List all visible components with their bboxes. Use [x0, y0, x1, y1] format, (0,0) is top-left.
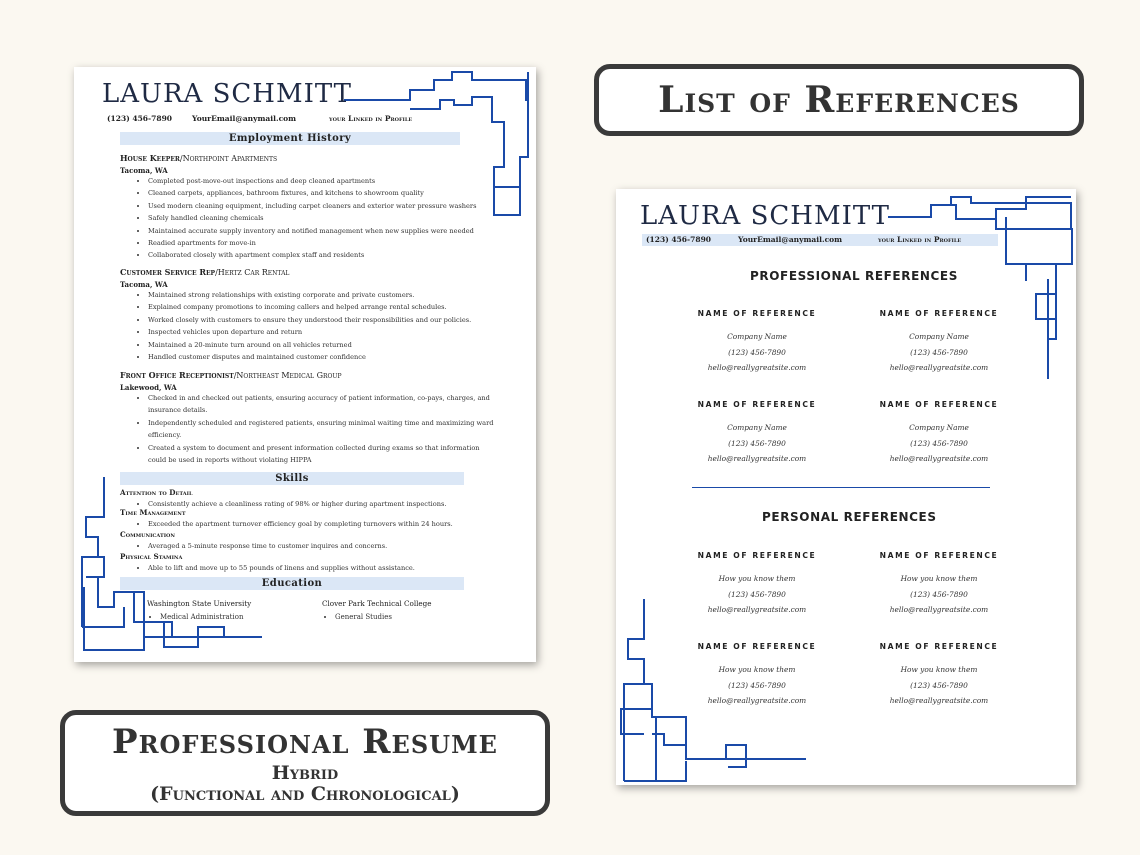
- job-title-line: [120, 370, 342, 380]
- list-item: • Exceeded the apartment turnover efficiency goal by completing turnovers within 24 hours.: [148, 518, 453, 530]
- job-title-line: [120, 153, 277, 163]
- job-company: /Hertz Car Rental: [215, 268, 290, 277]
- job-bullets: [120, 289, 471, 363]
- list-item: • Able to lift and move up to 55 pounds of linens and supplies without assistance.: [148, 562, 415, 574]
- professional-references-heading: PROFESSIONAL REFERENCES: [750, 269, 958, 283]
- list-item: • Collaborated closely with apartment complex staff and residents: [148, 249, 476, 261]
- professional-resume-label: [60, 710, 550, 816]
- reference-email: hello@reallygreatsite.com: [889, 696, 989, 705]
- skill-heading: Physical Stamina: [120, 552, 183, 561]
- list-item: • Cleaned carpets, appliances, bathroom fixtures, and kitchens to showroom quality: [148, 187, 476, 199]
- reference-phone: (123) 456-7890: [910, 681, 968, 690]
- skill-heading: Attention to Detail: [120, 488, 193, 497]
- personal-references-heading: PERSONAL REFERENCES: [762, 510, 937, 524]
- skill-bullets: [120, 518, 453, 530]
- reference-relation: How you know them: [900, 665, 978, 674]
- skill-bullets: [120, 562, 415, 574]
- reference-email: hello@reallygreatsite.com: [707, 363, 807, 372]
- job-location: Tacoma, WA: [120, 280, 168, 289]
- reference-phone: (123) 456-7890: [910, 439, 968, 448]
- reference-name: NAME OF REFERENCE: [879, 642, 999, 651]
- reference-relation: How you know them: [900, 574, 978, 583]
- resume-name: LAURA SCHMITT: [102, 79, 353, 109]
- list-item: • Consistently achieve a cleanliness rating of 98% or higher during apartment inspections.: [148, 498, 446, 510]
- functional-chronological-text: (Functional and Chronological): [150, 783, 460, 805]
- reference-phone: (123) 456-7890: [728, 590, 786, 599]
- list-item: • Used modern cleaning equipment, including carpet cleaners and exterior water pressure washers: [148, 200, 476, 212]
- reference-phone: (123) 456-7890: [728, 439, 786, 448]
- references-phone: (123) 456-7890: [646, 235, 712, 244]
- reference-phone: (123) 456-7890: [728, 348, 786, 357]
- resume-page: [74, 67, 536, 662]
- education-school: Washington State University: [147, 599, 252, 608]
- section-divider: [692, 487, 990, 488]
- list-item: • Safely handled cleaning chemicals: [148, 212, 476, 224]
- education-bullets: [307, 611, 392, 623]
- education-bullets: [132, 611, 243, 623]
- job-location: Lakewood, WA: [120, 383, 177, 392]
- reference-email: hello@reallygreatsite.com: [889, 454, 989, 463]
- list-of-references-label: [594, 64, 1084, 136]
- reference-name: NAME OF REFERENCE: [879, 400, 999, 409]
- reference-email: hello@reallygreatsite.com: [707, 454, 807, 463]
- education-heading: Education: [120, 577, 464, 590]
- skills-heading: Skills: [120, 472, 464, 485]
- professional-resume-text: Professional Resume: [112, 722, 498, 762]
- employment-history-heading: Employment History: [120, 132, 460, 145]
- list-item: • Readied apartments for move-in: [148, 237, 476, 249]
- list-item: • Checked in and checked out patients, ensuring accuracy of patient information, co-pays, charges, and insurance details.: [148, 392, 496, 417]
- list-item: • Explained company promotions to incoming callers and helped arrange rental schedules.: [148, 301, 471, 313]
- job-title-line: [120, 267, 289, 277]
- job-title: House Keeper: [120, 153, 180, 163]
- list-item: • Handled customer disputes and maintained customer confidence: [148, 351, 471, 363]
- list-item: • Independently scheduled and registered patients, ensuring minimal waiting time and maximizing ward efficiency.: [148, 417, 496, 442]
- references-page: [616, 189, 1076, 785]
- reference-relation: How you know them: [718, 665, 796, 674]
- list-item: • Maintained accurate supply inventory and notified management when new supplies were needed: [148, 225, 476, 237]
- education-school: Clover Park Technical College: [322, 599, 432, 608]
- job-title: Customer Service Rep: [120, 267, 216, 277]
- list-item: • Worked closely with customers to ensure they understood their responsibilities and our policies.: [148, 314, 471, 326]
- list-item: • Maintained a 20-minute turn around on all vehicles returned: [148, 339, 471, 351]
- reference-company: Company Name: [727, 332, 787, 341]
- reference-company: Company Name: [727, 423, 787, 432]
- references-name: LAURA SCHMITT: [640, 201, 891, 231]
- reference-email: hello@reallygreatsite.com: [889, 605, 989, 614]
- references-email: YourEmail@anymail.com: [738, 235, 843, 244]
- skill-bullets: [120, 540, 387, 552]
- references-linkedin: your Linked in Profile: [878, 235, 962, 244]
- list-item: • Averaged a 5-minute response time to customer inquires and concerns.: [148, 540, 387, 552]
- list-item: • Created a system to document and present information collected during exams so that information could be used in reports without violating HIPPA: [148, 442, 496, 467]
- list-item: • Medical Administration: [160, 611, 243, 623]
- reference-email: hello@reallygreatsite.com: [707, 696, 807, 705]
- reference-email: hello@reallygreatsite.com: [707, 605, 807, 614]
- resume-phone: (123) 456-7890: [107, 114, 173, 123]
- reference-company: Company Name: [909, 423, 969, 432]
- list-item: • Inspected vehicles upon departure and return: [148, 326, 471, 338]
- list-item: • Completed post-move-out inspections and deep cleaned apartments: [148, 175, 476, 187]
- job-bullets: [120, 392, 496, 466]
- skill-heading: Time Management: [120, 508, 186, 517]
- reference-phone: (123) 456-7890: [910, 590, 968, 599]
- list-item: • Maintained strong relationships with existing corporate and private customers.: [148, 289, 471, 301]
- reference-relation: How you know them: [718, 574, 796, 583]
- resume-email: YourEmail@anymail.com: [192, 114, 297, 123]
- list-item: • General Studies: [335, 611, 392, 623]
- reference-phone: (123) 456-7890: [728, 681, 786, 690]
- reference-name: NAME OF REFERENCE: [879, 551, 999, 560]
- resume-linkedin: your Linked in Profile: [329, 114, 413, 123]
- reference-name: NAME OF REFERENCE: [697, 642, 817, 651]
- reference-company: Company Name: [909, 332, 969, 341]
- hybrid-text: Hybrid: [271, 762, 339, 784]
- reference-phone: (123) 456-7890: [910, 348, 968, 357]
- job-company: /Northpoint Apartments: [179, 154, 278, 163]
- job-title: Front Office Receptionist: [120, 370, 234, 380]
- job-location: Tacoma, WA: [120, 166, 168, 175]
- reference-name: NAME OF REFERENCE: [879, 309, 999, 318]
- job-company: /Northeast Medical Group: [233, 371, 342, 380]
- reference-name: NAME OF REFERENCE: [697, 309, 817, 318]
- reference-email: hello@reallygreatsite.com: [889, 363, 989, 372]
- skill-heading: Communication: [120, 530, 175, 539]
- reference-name: NAME OF REFERENCE: [697, 551, 817, 560]
- reference-name: NAME OF REFERENCE: [697, 400, 817, 409]
- job-bullets: [120, 175, 476, 262]
- list-of-references-text: List of References: [658, 79, 1020, 121]
